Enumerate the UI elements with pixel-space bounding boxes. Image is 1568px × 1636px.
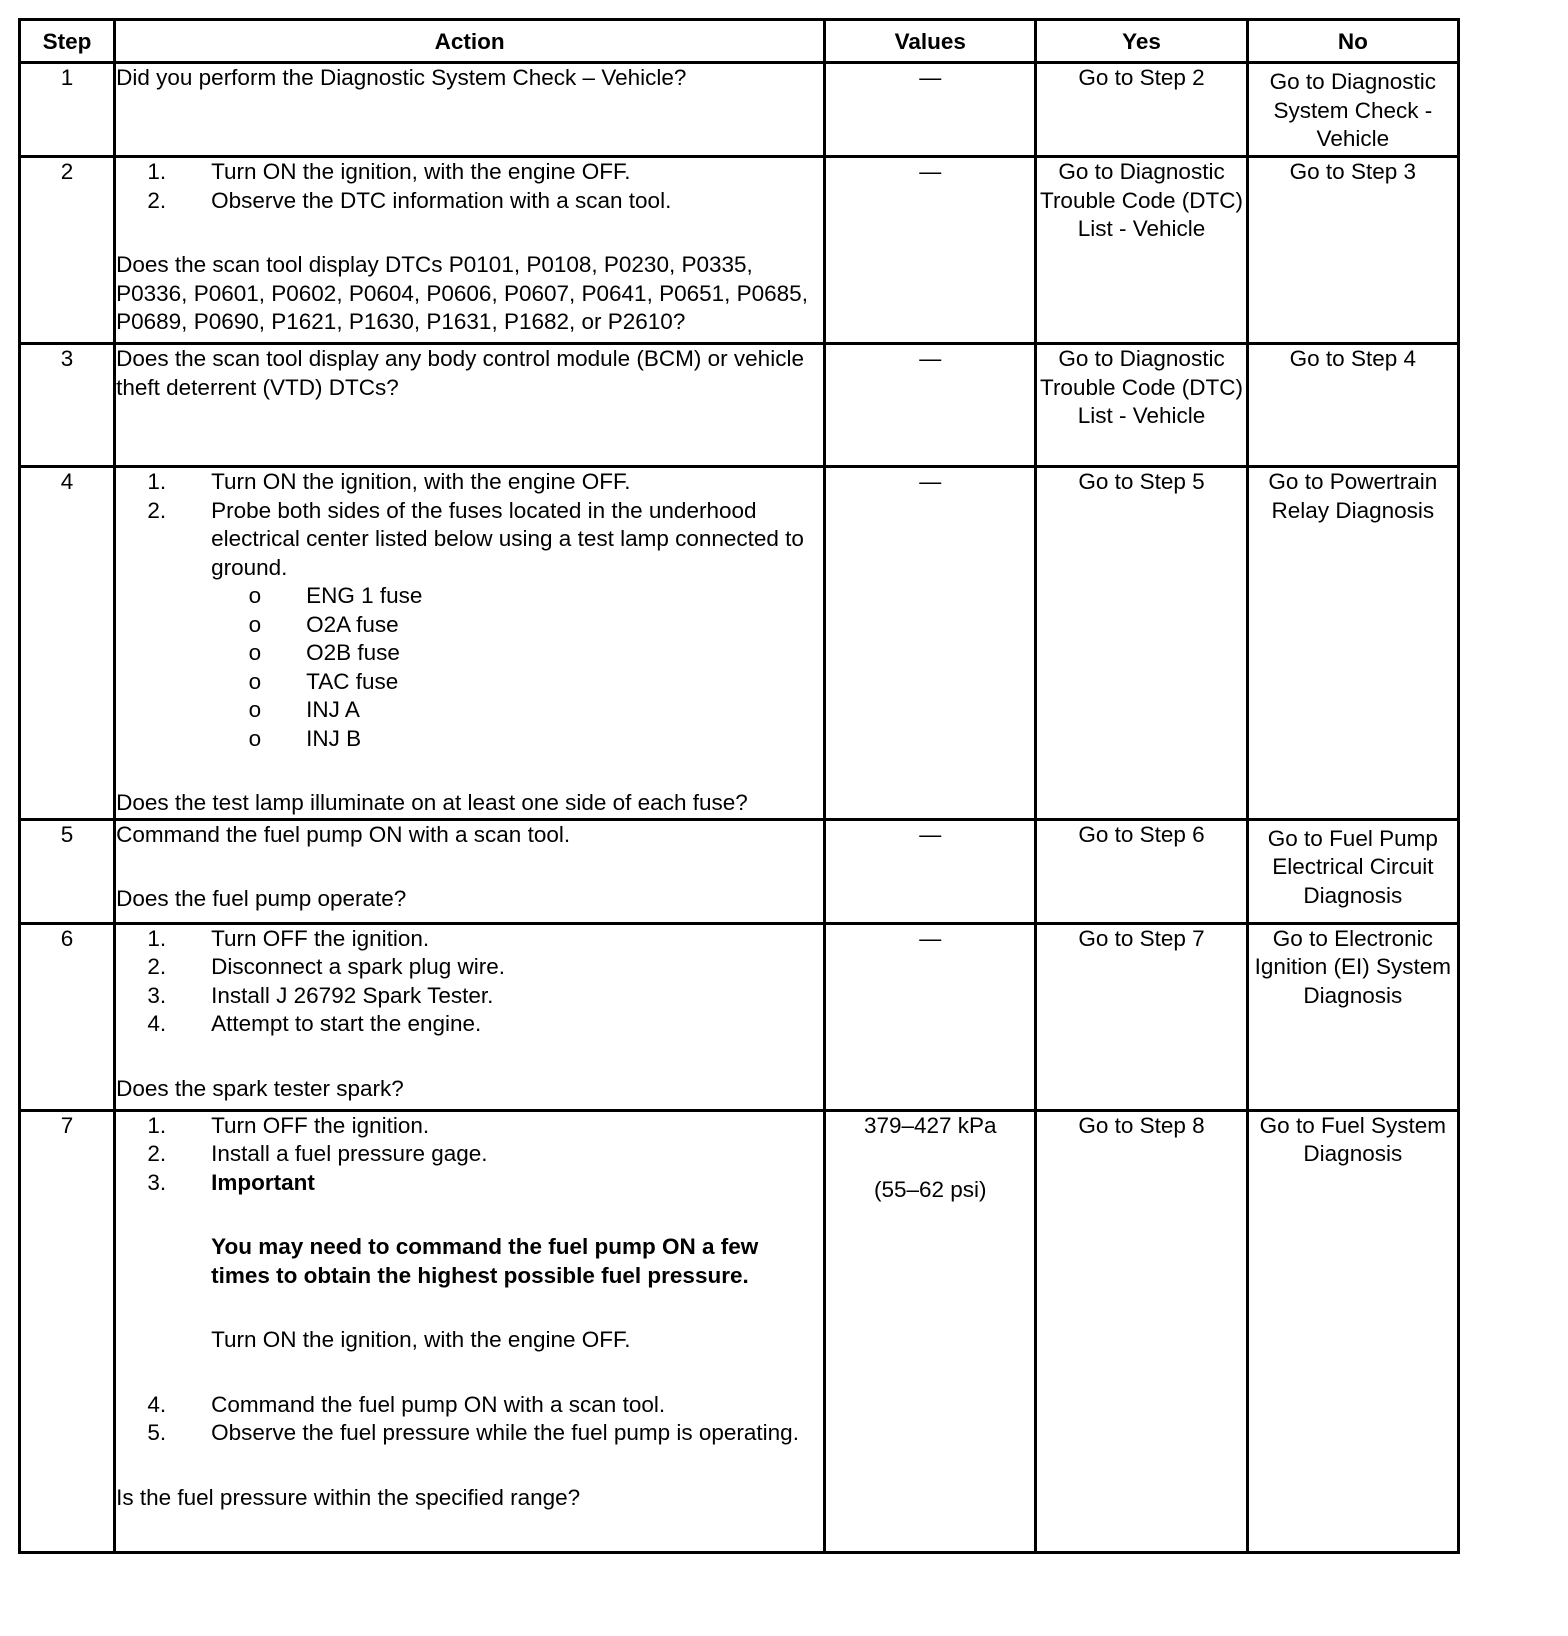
list-item bbox=[116, 1112, 823, 1141]
step-number: 6 bbox=[20, 923, 115, 1110]
list-text: Observe the DTC information with a scan tool. bbox=[211, 187, 672, 213]
step-number: 1 bbox=[20, 63, 115, 157]
step-number: 4 bbox=[20, 467, 115, 820]
list-text: Observe the fuel pressure while the fuel pump is operating. bbox=[211, 1420, 799, 1445]
list-item bbox=[116, 696, 823, 725]
list-item bbox=[116, 158, 823, 187]
value-cell: — bbox=[825, 467, 1036, 820]
bullet-marker: o bbox=[248, 668, 262, 694]
list-text: Turn ON the ignition, with the engine OFF. bbox=[211, 469, 631, 494]
bullet-marker: o bbox=[248, 697, 262, 722]
table-row bbox=[20, 63, 1459, 157]
numbered-list bbox=[116, 468, 823, 582]
bullet-marker: o bbox=[248, 725, 262, 751]
fuse-name: INJ A bbox=[306, 697, 360, 722]
fuse-name: O2B fuse bbox=[306, 640, 400, 665]
table-row bbox=[20, 157, 1459, 344]
list-number: 1. bbox=[147, 159, 167, 184]
action-cell bbox=[115, 923, 825, 1110]
action-cell bbox=[115, 157, 825, 344]
intro-text: Command the fuel pump ON with a scan tool. bbox=[116, 821, 571, 847]
value-kpa: 379–427 kPa bbox=[863, 1112, 997, 1138]
list-text: Turn OFF the ignition. bbox=[211, 1112, 430, 1138]
list-text: Attempt to start the engine. bbox=[211, 1011, 482, 1036]
step-number: 7 bbox=[20, 1110, 115, 1552]
table-row bbox=[20, 1110, 1459, 1552]
bullet-marker: o bbox=[248, 583, 262, 608]
value-cell: — bbox=[825, 344, 1036, 467]
numbered-list bbox=[116, 158, 823, 215]
yes-cell: Go to Step 7 bbox=[1036, 923, 1247, 1110]
yes-cell: Go to Diagnostic Trouble Code (DTC) List - Vehicle bbox=[1036, 157, 1247, 344]
question-text: Does the test lamp illuminate on at least one side of each fuse? bbox=[116, 790, 748, 815]
table-row bbox=[20, 819, 1459, 923]
numbered-list bbox=[116, 1112, 823, 1198]
value-cell: — bbox=[825, 923, 1036, 1110]
list-number: 3. bbox=[147, 1169, 167, 1195]
list-item bbox=[116, 1010, 823, 1039]
no-cell: Go to Step 4 bbox=[1247, 344, 1458, 467]
value-cell: — bbox=[825, 157, 1036, 344]
question-text: Does the scan tool display any body control module (BCM) or vehicle theft deterrent (VTD) DTCs? bbox=[116, 346, 811, 400]
list-item bbox=[116, 497, 823, 583]
step-number: 5 bbox=[20, 819, 115, 923]
action-cell bbox=[115, 819, 825, 923]
header-yes: Yes bbox=[1036, 20, 1247, 63]
table-row bbox=[20, 923, 1459, 1110]
action-cell bbox=[115, 1110, 825, 1552]
list-item bbox=[116, 1391, 823, 1420]
list-number: 2. bbox=[147, 187, 167, 213]
question-text: Does the scan tool display DTCs P0101, P0108, P0230, P0335, P0336, P0601, P0602, P0604, P0606, P0607, P0641, P0651, P0685, P0689, P0690, P1621, P1630, P1631, P1682, or P2610? bbox=[116, 252, 815, 334]
list-number: 4. bbox=[147, 1391, 167, 1417]
no-cell: Go to Diagnostic System Check - Vehicle bbox=[1247, 63, 1458, 157]
list-item bbox=[116, 468, 823, 497]
yes-cell: Go to Step 2 bbox=[1036, 63, 1247, 157]
list-item bbox=[116, 1169, 823, 1198]
list-text: Disconnect a spark plug wire. bbox=[211, 954, 506, 979]
bullet-marker: o bbox=[248, 640, 262, 665]
list-item bbox=[116, 725, 823, 754]
list-item bbox=[116, 639, 823, 668]
list-text: Install a fuel pressure gage. bbox=[211, 1141, 488, 1166]
table-row bbox=[20, 344, 1459, 467]
no-cell: Go to Step 3 bbox=[1247, 157, 1458, 344]
list-item bbox=[116, 953, 823, 982]
list-item bbox=[116, 925, 823, 954]
list-text: Command the fuel pump ON with a scan tool. bbox=[211, 1391, 666, 1417]
sub-step-text: Turn ON the ignition, with the engine OFF. bbox=[211, 1327, 631, 1352]
header-action: Action bbox=[115, 20, 825, 63]
fuse-name: O2A fuse bbox=[306, 611, 399, 637]
action-cell bbox=[115, 63, 825, 157]
action-cell bbox=[115, 467, 825, 820]
important-note: You may need to command the fuel pump ON a few times to obtain the highest possible fuel pressure. bbox=[211, 1234, 759, 1288]
numbered-list bbox=[116, 925, 823, 1039]
list-number: 1. bbox=[147, 925, 167, 951]
list-text: Turn OFF the ignition. bbox=[211, 925, 430, 951]
fuse-name: INJ B bbox=[306, 725, 362, 751]
list-number: 5. bbox=[147, 1420, 167, 1445]
list-item bbox=[116, 1419, 823, 1448]
list-text: Probe both sides of the fuses located in the underhood electrical center listed below using a test lamp connected to ground. bbox=[211, 497, 804, 580]
no-cell: Go to Powertrain Relay Diagnosis bbox=[1247, 467, 1458, 820]
yes-cell: Go to Step 5 bbox=[1036, 467, 1247, 820]
question-text: Does the spark tester spark? bbox=[116, 1075, 404, 1101]
list-item bbox=[116, 611, 823, 640]
list-number: 2. bbox=[147, 1141, 167, 1166]
list-item bbox=[116, 1140, 823, 1169]
yes-cell: Go to Step 8 bbox=[1036, 1110, 1247, 1552]
question-text: Did you perform the Diagnostic System Check – Vehicle? bbox=[116, 65, 687, 90]
header-step: Step bbox=[20, 20, 115, 63]
no-cell: Go to Fuel Pump Electrical Circuit Diagnosis bbox=[1247, 819, 1458, 923]
list-number: 3. bbox=[147, 982, 167, 1008]
list-item bbox=[116, 187, 823, 216]
list-number: 2. bbox=[147, 497, 167, 523]
diagnostic-table bbox=[18, 18, 1460, 1554]
header-no: No bbox=[1247, 20, 1458, 63]
fuse-name: TAC fuse bbox=[306, 668, 399, 694]
list-text: Turn ON the ignition, with the engine OFF. bbox=[211, 159, 631, 184]
list-number: 4. bbox=[147, 1011, 167, 1036]
action-cell bbox=[115, 344, 825, 467]
list-number: 1. bbox=[147, 1112, 167, 1138]
value-cell: — bbox=[825, 63, 1036, 157]
list-item bbox=[116, 582, 823, 611]
value-cell bbox=[825, 1110, 1036, 1552]
list-item bbox=[116, 982, 823, 1011]
fuse-name: ENG 1 fuse bbox=[306, 583, 423, 608]
no-cell: Go to Electronic Ignition (EI) System Diagnosis bbox=[1247, 923, 1458, 1110]
question-text: Does the fuel pump operate? bbox=[116, 886, 407, 911]
list-text: Install J 26792 Spark Tester. bbox=[211, 982, 494, 1008]
fuse-list bbox=[116, 582, 823, 753]
yes-cell: Go to Step 6 bbox=[1036, 819, 1247, 923]
step-number: 3 bbox=[20, 344, 115, 467]
bullet-marker: o bbox=[248, 611, 262, 637]
header-row bbox=[20, 20, 1459, 63]
value-psi: (55–62 psi) bbox=[873, 1177, 987, 1202]
table-row bbox=[20, 467, 1459, 820]
important-label: Important bbox=[211, 1169, 315, 1195]
list-number: 1. bbox=[147, 469, 167, 494]
value-cell: — bbox=[825, 819, 1036, 923]
list-number: 2. bbox=[147, 954, 167, 979]
yes-cell: Go to Diagnostic Trouble Code (DTC) List - Vehicle bbox=[1036, 344, 1247, 467]
numbered-list bbox=[116, 1391, 823, 1448]
list-item bbox=[116, 668, 823, 697]
step-number: 2 bbox=[20, 157, 115, 344]
header-values: Values bbox=[825, 20, 1036, 63]
question-text: Is the fuel pressure within the specified range? bbox=[116, 1484, 581, 1510]
no-cell: Go to Fuel System Diagnosis bbox=[1247, 1110, 1458, 1552]
